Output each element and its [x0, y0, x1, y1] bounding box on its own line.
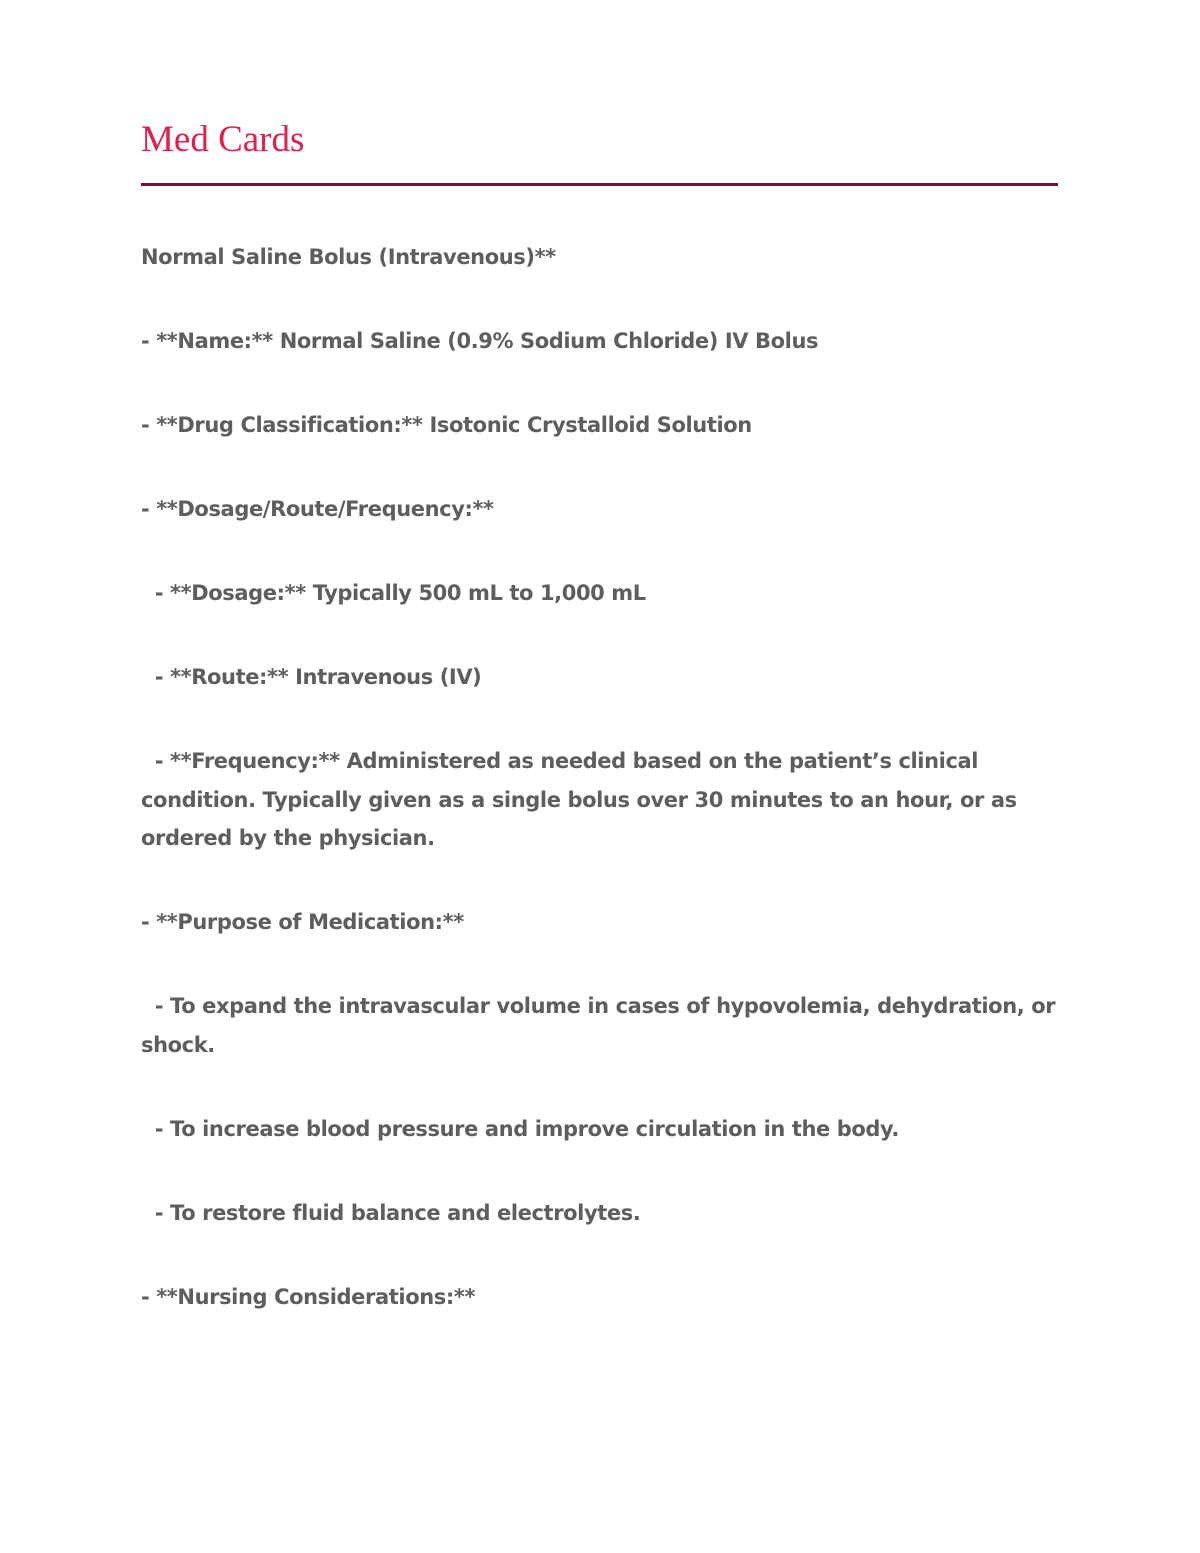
purpose-item-fluid-balance: - To restore fluid balance and electrolytes. [141, 1200, 641, 1225]
classification-line: - **Drug Classification:** Isotonic Crystalloid Solution [141, 413, 752, 437]
route-line: - **Route:** Intravenous (IV) [141, 665, 482, 689]
document-title: Med Cards [141, 119, 305, 160]
dosage-line: - **Dosage:** Typically 500 mL to 1,000 mL [141, 581, 646, 605]
title-divider [141, 183, 1058, 186]
frequency-line: - **Frequency:** Administered as needed based on the patient’s clinical condition. Typically given as a single bolus over 30 minutes to an hour, or as ordered by the physician. [141, 749, 1024, 850]
drug-heading: Normal Saline Bolus (Intravenous)** [141, 245, 556, 269]
purpose-heading: - **Purpose of Medication:** [141, 910, 464, 934]
name-line: - **Name:** Normal Saline (0.9% Sodium Chloride) IV Bolus [141, 329, 819, 353]
nursing-considerations-heading: - **Nursing Considerations:** [141, 1284, 476, 1309]
purpose-item-volume: - To expand the intravascular volume in cases of hypovolemia, dehydration, or shock. [141, 994, 1063, 1057]
document-body [141, 238, 1063, 1362]
dosage-route-frequency-heading: - **Dosage/Route/Frequency:** [141, 497, 494, 521]
purpose-item-blood-pressure: - To increase blood pressure and improve circulation in the body. [141, 1116, 899, 1141]
